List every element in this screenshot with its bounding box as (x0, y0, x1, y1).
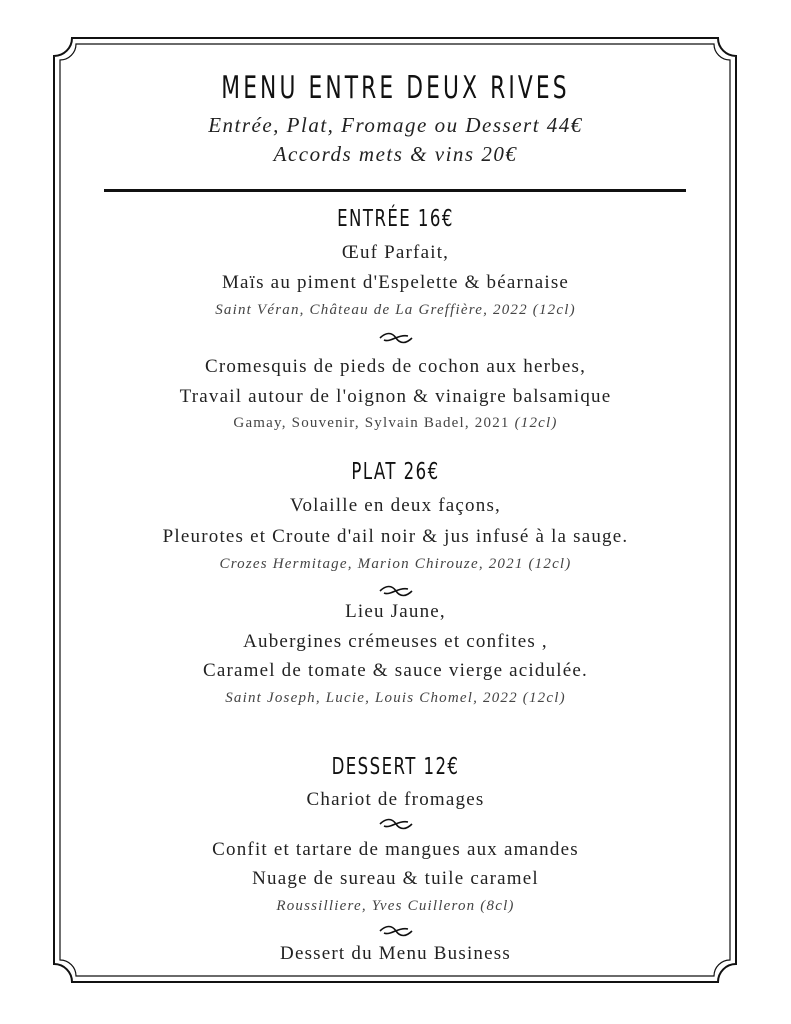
wine-volume: (12cl) (514, 415, 558, 431)
dish-name: Confit et tartare de mangues aux amandes (212, 839, 579, 860)
dish-name: Lieu Jaune, (345, 601, 446, 622)
price-line: Entrée, Plat, Fromage ou Dessert 44€ (208, 113, 583, 137)
flourish-icon (378, 584, 414, 598)
section-heading-entree: ENTRÉE 16€ (337, 206, 454, 232)
dish-description: Pleurotes et Croute d'ail noir & jus infusé à la sauge. (162, 526, 629, 547)
wine-pairing: Roussilliere, Yves Cuilleron (8cl) (276, 898, 515, 914)
section-heading-plat: PLAT 26€ (351, 459, 440, 485)
wine-pairing: Saint Véran, Château de La Greffière, 2022 (12cl) (215, 302, 576, 318)
menu-title: MENU ENTRE DEUX RIVES (221, 70, 570, 106)
divider (104, 189, 686, 192)
wine-pairing-price: Accords mets & vins 20€ (273, 142, 518, 166)
dish-description: Nuage de sureau & tuile caramel (252, 868, 539, 889)
section-heading-dessert: DESSERT 12€ (331, 754, 460, 780)
dish-description: Travail autour de l'oignon & vinaigre balsamique (179, 386, 612, 407)
dessert-item: Chariot de fromages (306, 789, 485, 810)
dessert-item: Dessert du Menu Business (280, 943, 511, 964)
dish-description: Caramel de tomate & sauce vierge acidulée. (202, 660, 589, 681)
wine-name: Gamay, Souvenir, Sylvain Badel, 2021 (233, 415, 515, 431)
flourish-icon (378, 331, 414, 345)
dish-name: Volaille en deux façons, (289, 495, 501, 516)
wine-pairing: Saint Joseph, Lucie, Louis Chomel, 2022 (12cl) (225, 690, 566, 706)
flourish-icon (378, 817, 414, 831)
wine-pairing: Crozes Hermitage, Marion Chirouze, 2021 (12cl) (219, 556, 572, 572)
flourish-icon (378, 924, 414, 938)
wine-pairing (0, 415, 791, 432)
dish-description: Maïs au piment d'Espelette & béarnaise (221, 272, 570, 293)
dish-name: Œuf Parfait, (341, 242, 450, 263)
dish-name: Cromesquis de pieds de cochon aux herbes, (204, 356, 587, 377)
dish-description: Aubergines crémeuses et confites , (243, 631, 548, 652)
